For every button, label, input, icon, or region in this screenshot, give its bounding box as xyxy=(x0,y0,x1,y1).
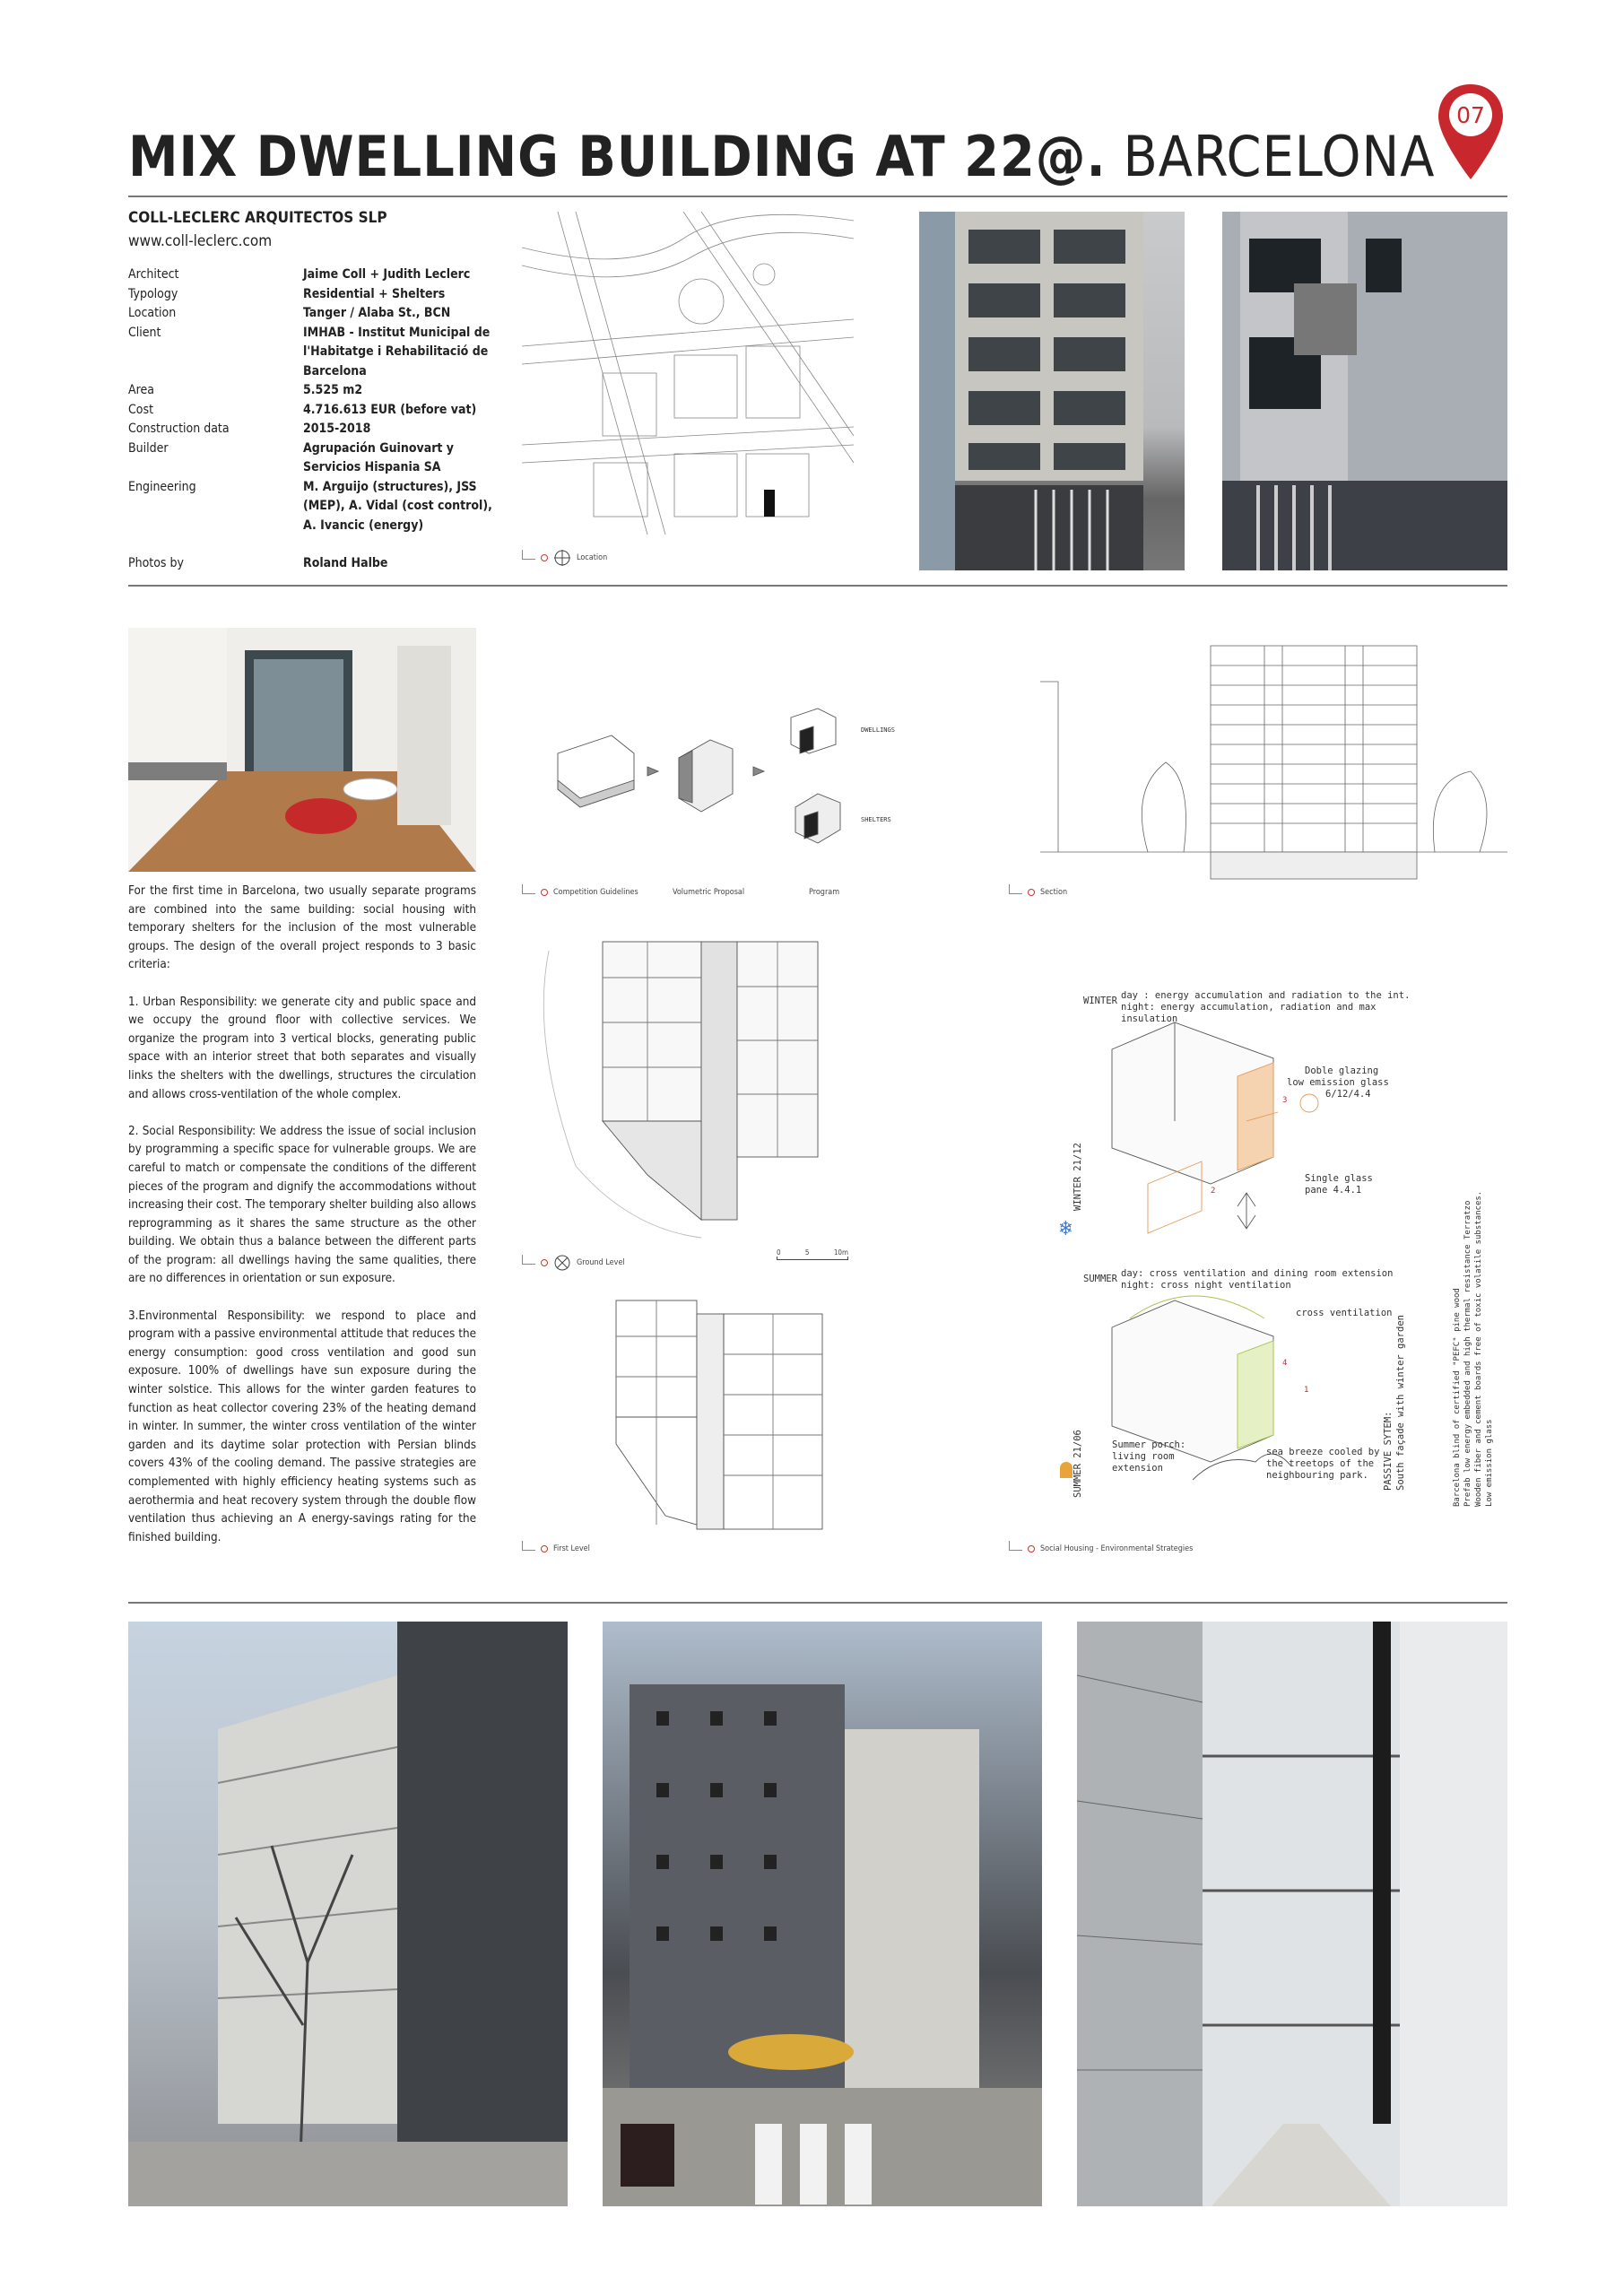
spec-row: Area 5.525 m2 xyxy=(128,383,363,397)
project-description: For the first time in Barcelona, two usually separate programs are combined into the same building: social housing with temporary shelters for the inclusion of the most vulnerable groups. The design of the overall project responds to 3 basic criteria: 1. Urban Responsibility: we generate city and public space and we occupy the ground floor with collective services. We organize the program into 3 vertical blocks, generating public space with an interior street that both separates and visually links the shelters with the dwellings, structures the circulation and allows cross-ventilation of the whole complex. 2. Social Responsibility: We address the issue of social inclusion by programming a specific space for vulnerable groups. We are careful to match or compensate the conditions of the different pieces of the program and dignify the accommodations without increasing their cost. The temporary shelter building also allows reprogramming as it shares the same structure as the other building. We obtain thus a balance between the different parts of the program: all dwellings having the same qualities, there are no differences in orientation or sun exposure. 3.Environmental Responsibility: we respond to place and program with a passive environmental attitude that reduces the energy consumption: good cross ventilation and good sun exposure. 100% of dwellings have sun exposure during the winter solstice. This allows for the winter garden features to function as heat collector covering 23% of the heating demand in winter. In summer, the winter cross ventilation of the winter garden and its daytime solar protection with Persian blinds covers 43% of the cooling demand. The passive strategies are complemented with highly efficiency heating systems such as aerothermia and heat recovery system through the double flow ventilation thus achieving an A energy-savings rating for the finished building. xyxy=(128,884,476,1544)
street-photo-2 xyxy=(603,1622,1042,2206)
spec-row: Builder Agrupación Guinovart y Servicios Hispania SA xyxy=(128,440,455,474)
passive-system-desc: South façade with winter garden xyxy=(1395,1315,1406,1491)
spec-row: Photos by Roland Halbe xyxy=(128,556,388,570)
spec-row: Construction data 2015-2018 xyxy=(128,422,371,436)
passive-system-label: PASSIVE SYTEM: xyxy=(1383,1411,1394,1491)
facade-detail-photo xyxy=(1222,212,1507,570)
summer-date-label: SUMMER 21/06 xyxy=(1073,1430,1083,1498)
environmental-diagram: WINTER day : energy accumulation and radiation to the int. night: energy accumulation, radiation and max insulation Doble glazing low emission glass 6/12/4.4 Single glass pane 4.4.1 3 2 WINTER 21/12 ❄ SUMMER day: cross ventilation and dining room extension night: cross night ventilation cross ventilation 4 1 SUMMER 21/06 Summer porch: living room extension sea breeze cooled by the treetops of the neighbouring park. PASSIVE SYTEM: South façade with winter garden Barcelona blind of certified "PEFC" pine wood Prefab low energy embedded and high thermal resistance Terratzo Wooden fiber and cement boards free of toxic volatile substances. Low emission glass xyxy=(1040,978,1507,1534)
caption-section: Section xyxy=(1009,888,1067,897)
spec-row: Cost 4.716.613 EUR (before vat) xyxy=(128,402,477,417)
legend-item: Low emission glass xyxy=(1485,1419,1494,1507)
section-drawing xyxy=(1040,628,1507,897)
caption-location: Location xyxy=(522,549,607,567)
firm-website[interactable]: www.coll-leclerc.com xyxy=(128,232,273,250)
courtyard-photo xyxy=(1077,1622,1507,2206)
caption-first-level: First Level xyxy=(522,1544,590,1553)
interior-photo xyxy=(128,628,476,872)
map-pin-icon xyxy=(1435,81,1507,188)
caption-competition: Competition Guidelines xyxy=(522,888,638,897)
spec-row: Typology Residential + Shelters xyxy=(128,286,446,301)
legend-item: Barcelona blind of certified "PEFC" pine wood xyxy=(1453,1288,1462,1507)
volumetric-diagrams: DWELLINGS SHELTERS xyxy=(522,682,916,861)
spec-row: Client IMHAB - Institut Municipal de l'Habitatge i Rehabilitació de Barcelona xyxy=(128,325,491,378)
north-arrow-icon xyxy=(553,549,571,567)
location-map xyxy=(522,212,854,535)
legend-item: Wooden fiber and cement boards free of toxic volatile substances. xyxy=(1474,1190,1483,1507)
divider xyxy=(128,585,1507,587)
spec-row: Architect Jaime Coll + Judith Leclerc xyxy=(128,267,471,282)
street-photo-1 xyxy=(128,1622,568,2206)
divider xyxy=(128,1602,1507,1604)
facade-photo xyxy=(919,212,1185,570)
divider xyxy=(128,196,1507,197)
spec-row: Location Tanger / Alaba St., BCN xyxy=(128,306,451,320)
page-title: MIX DWELLING BUILDING AT 22@. BARCELONA xyxy=(128,124,1436,189)
caption-volumetric: Volumetric Proposal xyxy=(673,888,745,897)
caption-ground-level: Ground Level xyxy=(522,1254,625,1272)
ground-level-plan xyxy=(522,933,845,1242)
north-arrow-icon xyxy=(553,1254,571,1272)
legend-item: Prefab low energy embedded and high thermal resistance Terratzo xyxy=(1463,1200,1472,1507)
project-specs xyxy=(128,265,505,574)
caption-program: Program xyxy=(809,888,840,897)
scale-bar: 0 5 10m xyxy=(777,1248,848,1260)
spec-row: Engineering M. Arguijo (structures), JSS (MEP), A. Vidal (cost control), A. Ivancic (energy) xyxy=(128,479,492,533)
winter-date-label: WINTER 21/12 xyxy=(1073,1143,1083,1211)
badge-number: 07 xyxy=(1456,102,1485,128)
caption-environmental: Social Housing - Environmental Strategies xyxy=(1009,1544,1193,1553)
snowflake-icon: ❄ xyxy=(1058,1218,1073,1240)
sun-icon xyxy=(1060,1462,1073,1478)
first-level-plan xyxy=(522,1292,845,1534)
firm-name: COLL-LECLERC ARQUITECTOS SLP xyxy=(128,209,387,227)
